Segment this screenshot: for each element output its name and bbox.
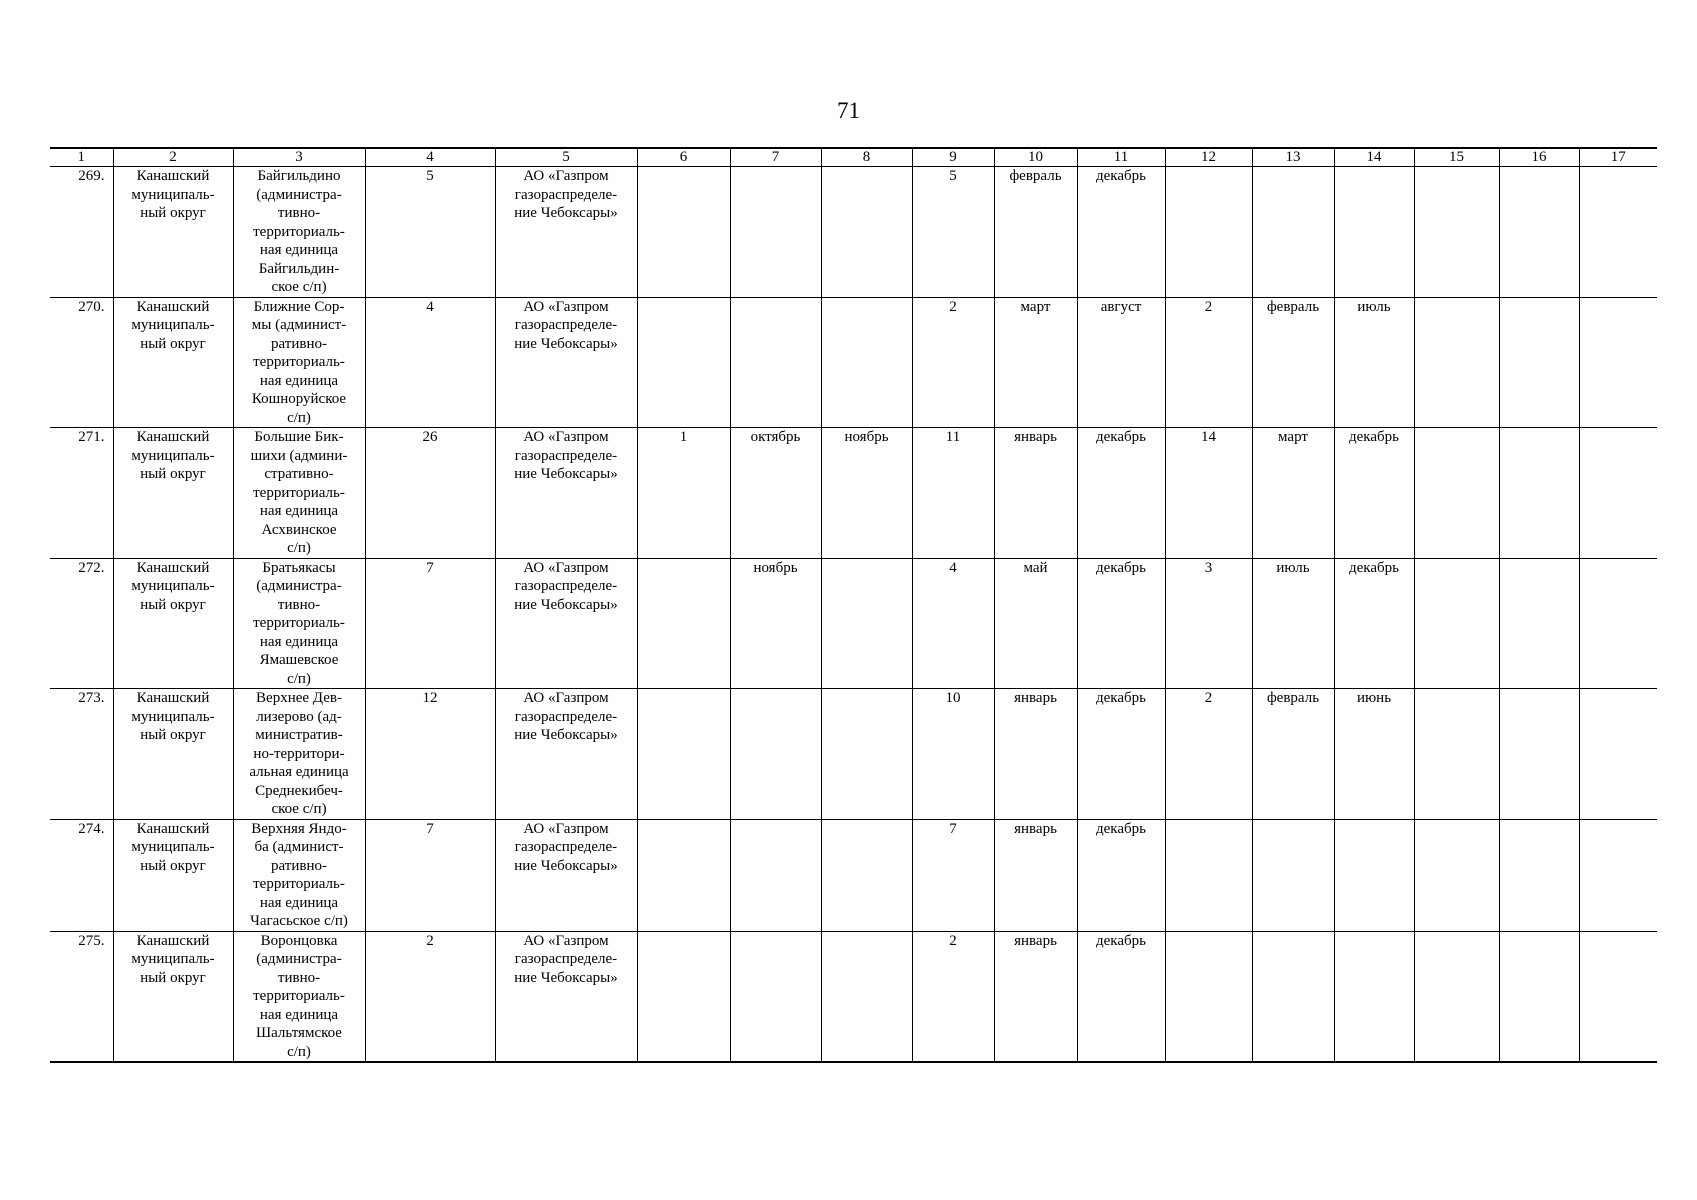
- column-8-cell: [821, 558, 912, 689]
- cell-line: муниципаль-: [131, 951, 215, 967]
- cell-line: ние Чебоксары»: [514, 466, 618, 482]
- cell-line: ный округ: [140, 857, 206, 874]
- cell-line: мы (админист-: [251, 317, 347, 333]
- column-9-cell: 2: [912, 297, 994, 428]
- cell-line: Байгильдин-: [258, 260, 340, 277]
- column-16-cell: [1499, 819, 1579, 931]
- column-13-cell: [1252, 819, 1334, 931]
- column-7-cell: [730, 689, 821, 820]
- district-cell: [113, 558, 233, 689]
- cell-line: ный округ: [140, 969, 206, 986]
- organization-cell: [495, 297, 637, 428]
- cell-line: территориаль-: [253, 354, 345, 370]
- column-15-cell: [1414, 819, 1499, 931]
- cell-line: ная единица: [259, 633, 339, 650]
- column-7-cell: октябрь: [730, 428, 821, 559]
- organization-cell: [495, 931, 637, 1062]
- cell-line: шихи (админи-: [250, 447, 348, 464]
- column-header: 9: [912, 148, 994, 167]
- column-7-cell: [730, 167, 821, 298]
- count-cell: 26: [365, 428, 495, 559]
- column-14-cell: декабрь: [1334, 558, 1414, 689]
- column-13-cell: февраль: [1252, 297, 1334, 428]
- table-row: [50, 297, 1657, 428]
- cell-line: муниципаль-: [131, 708, 215, 725]
- column-12-cell: [1165, 931, 1252, 1062]
- column-6-cell: [637, 297, 730, 428]
- column-11-cell: декабрь: [1077, 689, 1165, 820]
- row-number-cell: 271.: [50, 428, 113, 559]
- cell-line: ние Чебоксары»: [514, 335, 618, 352]
- cell-line: ный округ: [140, 335, 206, 352]
- page-number: 71: [837, 98, 860, 123]
- organization-cell: [495, 167, 637, 298]
- column-7-cell: [730, 297, 821, 428]
- cell-line: АО «Газпром: [523, 298, 609, 315]
- cell-line: (администра-: [256, 578, 342, 594]
- row-number-cell: 270.: [50, 297, 113, 428]
- column-9-cell: 5: [912, 167, 994, 298]
- column-17-cell: [1579, 689, 1657, 820]
- column-8-cell: [821, 931, 912, 1062]
- cell-line: АО «Газпром: [523, 429, 609, 445]
- column-8-cell: [821, 819, 912, 931]
- cell-line: тивно-: [277, 969, 321, 986]
- cell-line: территориаль-: [253, 484, 345, 501]
- column-13-cell: [1252, 167, 1334, 298]
- column-10-cell: май: [994, 558, 1077, 689]
- cell-line: тивно-: [277, 596, 321, 613]
- column-15-cell: [1414, 428, 1499, 559]
- row-number-cell: 274.: [50, 819, 113, 931]
- table-row: [50, 428, 1657, 559]
- column-header: 2: [113, 148, 233, 167]
- column-17-cell: [1579, 428, 1657, 559]
- cell-line: газораспределе-: [514, 951, 618, 967]
- cell-line: территориаль-: [253, 876, 345, 892]
- column-16-cell: [1499, 689, 1579, 820]
- cell-line: ная единица: [259, 503, 339, 519]
- settlement-cell: [233, 819, 365, 931]
- district-cell: [113, 819, 233, 931]
- column-header: 10: [994, 148, 1077, 167]
- column-header: 7: [730, 148, 821, 167]
- count-cell: 7: [365, 819, 495, 931]
- schedule-table: [50, 147, 1657, 1063]
- column-11-cell: август: [1077, 297, 1165, 428]
- column-8-cell: [821, 167, 912, 298]
- cell-line: с/п): [287, 1043, 311, 1060]
- column-12-cell: 2: [1165, 689, 1252, 820]
- column-16-cell: [1499, 931, 1579, 1062]
- column-10-cell: февраль: [994, 167, 1077, 298]
- cell-line: газораспределе-: [514, 186, 618, 203]
- column-10-cell: январь: [994, 689, 1077, 820]
- column-header: 13: [1252, 148, 1334, 167]
- cell-line: Верхняя Яндо-: [251, 820, 347, 837]
- cell-line: тивно-: [277, 205, 321, 221]
- table-body: [50, 148, 1657, 1062]
- cell-line: Воронцовка: [260, 932, 338, 949]
- cell-line: ная единица: [259, 1006, 339, 1023]
- district-cell: [113, 428, 233, 559]
- settlement-cell: [233, 558, 365, 689]
- cell-line: Братьякасы: [262, 559, 336, 576]
- cell-line: Ямашевское: [259, 652, 339, 668]
- count-cell: 4: [365, 297, 495, 428]
- column-11-cell: декабрь: [1077, 819, 1165, 931]
- cell-line: ный округ: [140, 466, 206, 482]
- cell-line: стративно-: [264, 466, 334, 482]
- row-number-cell: 273.: [50, 689, 113, 820]
- column-9-cell: 11: [912, 428, 994, 559]
- row-number-cell: 275.: [50, 931, 113, 1062]
- cell-line: ние Чебоксары»: [514, 596, 618, 613]
- column-6-cell: [637, 167, 730, 298]
- cell-line: муниципаль-: [131, 839, 215, 855]
- table-row: [50, 558, 1657, 689]
- column-9-cell: 2: [912, 931, 994, 1062]
- cell-line: АО «Газпром: [523, 168, 609, 184]
- cell-line: АО «Газпром: [523, 820, 609, 837]
- column-number-row: [50, 148, 1657, 167]
- cell-line: но-территори-: [253, 745, 345, 762]
- district-cell: [113, 689, 233, 820]
- column-15-cell: [1414, 931, 1499, 1062]
- cell-line: с/п): [287, 670, 311, 687]
- cell-line: газораспределе-: [514, 708, 618, 725]
- column-14-cell: декабрь: [1334, 428, 1414, 559]
- column-15-cell: [1414, 167, 1499, 298]
- cell-line: ная единица: [259, 372, 339, 389]
- column-header: 3: [233, 148, 365, 167]
- column-6-cell: [637, 819, 730, 931]
- cell-line: территориаль-: [253, 988, 345, 1004]
- column-17-cell: [1579, 931, 1657, 1062]
- column-header: 5: [495, 148, 637, 167]
- column-10-cell: март: [994, 297, 1077, 428]
- column-6-cell: 1: [637, 428, 730, 559]
- column-17-cell: [1579, 297, 1657, 428]
- cell-line: альная единица: [249, 764, 349, 780]
- cell-line: Кошноруйское: [251, 391, 347, 407]
- column-14-cell: [1334, 819, 1414, 931]
- column-14-cell: июнь: [1334, 689, 1414, 820]
- column-7-cell: [730, 931, 821, 1062]
- table-row: [50, 167, 1657, 298]
- cell-line: (администра-: [256, 951, 342, 967]
- cell-line: газораспределе-: [514, 317, 618, 333]
- column-13-cell: февраль: [1252, 689, 1334, 820]
- organization-cell: [495, 428, 637, 559]
- column-header: 8: [821, 148, 912, 167]
- row-number-cell: 269.: [50, 167, 113, 298]
- column-8-cell: ноябрь: [821, 428, 912, 559]
- cell-line: Канашский: [136, 298, 210, 315]
- cell-line: ративно-: [271, 857, 327, 874]
- cell-line: Среднекибеч-: [255, 782, 343, 799]
- column-14-cell: июль: [1334, 297, 1414, 428]
- cell-line: муниципаль-: [131, 317, 215, 333]
- column-12-cell: 2: [1165, 297, 1252, 428]
- column-9-cell: 7: [912, 819, 994, 931]
- column-13-cell: июль: [1252, 558, 1334, 689]
- column-header: 4: [365, 148, 495, 167]
- count-cell: 7: [365, 558, 495, 689]
- count-cell: 5: [365, 167, 495, 298]
- cell-line: Канашский: [136, 932, 210, 949]
- column-17-cell: [1579, 167, 1657, 298]
- table-row: [50, 931, 1657, 1062]
- cell-line: ние Чебоксары»: [514, 205, 618, 221]
- column-10-cell: январь: [994, 931, 1077, 1062]
- column-6-cell: [637, 558, 730, 689]
- cell-line: Канашский: [136, 820, 210, 837]
- column-8-cell: [821, 297, 912, 428]
- column-header: 15: [1414, 148, 1499, 167]
- settlement-cell: [233, 428, 365, 559]
- settlement-cell: [233, 167, 365, 298]
- column-9-cell: 10: [912, 689, 994, 820]
- column-15-cell: [1414, 297, 1499, 428]
- column-11-cell: декабрь: [1077, 931, 1165, 1062]
- column-header: 1: [50, 148, 113, 167]
- column-16-cell: [1499, 167, 1579, 298]
- cell-line: Асхвинское: [261, 521, 337, 538]
- column-6-cell: [637, 689, 730, 820]
- column-header: 12: [1165, 148, 1252, 167]
- cell-line: Канашский: [136, 429, 210, 445]
- column-13-cell: [1252, 931, 1334, 1062]
- cell-line: Чагасьское с/п): [250, 913, 348, 929]
- column-15-cell: [1414, 558, 1499, 689]
- cell-line: муниципаль-: [131, 578, 215, 594]
- cell-line: Байгильдино: [257, 168, 341, 184]
- cell-line: с/п): [287, 540, 311, 556]
- organization-cell: [495, 689, 637, 820]
- cell-line: Верхнее Дев-: [256, 690, 342, 706]
- cell-line: ние Чебоксары»: [514, 727, 618, 743]
- column-17-cell: [1579, 558, 1657, 689]
- settlement-cell: [233, 931, 365, 1062]
- cell-line: АО «Газпром: [523, 932, 609, 949]
- cell-line: с/п): [287, 409, 311, 426]
- cell-line: газораспределе-: [514, 447, 618, 464]
- column-12-cell: [1165, 819, 1252, 931]
- cell-line: ба (админист-: [254, 839, 344, 855]
- column-header: 14: [1334, 148, 1414, 167]
- cell-line: Шальтямское: [256, 1025, 342, 1041]
- column-7-cell: ноябрь: [730, 558, 821, 689]
- organization-cell: [495, 558, 637, 689]
- cell-line: ный округ: [140, 727, 206, 743]
- column-14-cell: [1334, 931, 1414, 1062]
- cell-line: (администра-: [256, 186, 342, 203]
- column-10-cell: январь: [994, 428, 1077, 559]
- cell-line: ние Чебоксары»: [514, 857, 618, 874]
- cell-line: ная единица: [259, 894, 339, 911]
- cell-line: ское с/п): [271, 801, 327, 817]
- column-11-cell: декабрь: [1077, 558, 1165, 689]
- count-cell: 2: [365, 931, 495, 1062]
- cell-line: ный округ: [140, 205, 206, 221]
- cell-line: Большие Бик-: [254, 429, 344, 445]
- cell-line: АО «Газпром: [523, 559, 609, 576]
- column-16-cell: [1499, 428, 1579, 559]
- table-row: [50, 819, 1657, 931]
- count-cell: 12: [365, 689, 495, 820]
- cell-line: Ближние Сор-: [253, 298, 345, 315]
- column-8-cell: [821, 689, 912, 820]
- cell-line: Канашский: [136, 690, 210, 706]
- column-15-cell: [1414, 689, 1499, 820]
- cell-line: территориаль-: [253, 615, 345, 631]
- cell-line: ративно-: [271, 335, 327, 352]
- cell-line: ние Чебоксары»: [514, 969, 618, 986]
- settlement-cell: [233, 297, 365, 428]
- cell-line: ское с/п): [271, 279, 327, 295]
- column-header: 11: [1077, 148, 1165, 167]
- cell-line: АО «Газпром: [523, 690, 609, 706]
- cell-line: ный округ: [140, 596, 206, 613]
- column-16-cell: [1499, 297, 1579, 428]
- column-9-cell: 4: [912, 558, 994, 689]
- cell-line: газораспределе-: [514, 839, 618, 855]
- cell-line: газораспределе-: [514, 578, 618, 594]
- column-12-cell: 3: [1165, 558, 1252, 689]
- column-6-cell: [637, 931, 730, 1062]
- district-cell: [113, 297, 233, 428]
- table-row: [50, 689, 1657, 820]
- column-17-cell: [1579, 819, 1657, 931]
- column-7-cell: [730, 819, 821, 931]
- column-14-cell: [1334, 167, 1414, 298]
- column-13-cell: март: [1252, 428, 1334, 559]
- district-cell: [113, 931, 233, 1062]
- column-12-cell: [1165, 167, 1252, 298]
- cell-line: Канашский: [136, 559, 210, 576]
- cell-line: ная единица: [259, 242, 339, 258]
- column-12-cell: 14: [1165, 428, 1252, 559]
- cell-line: муниципаль-: [131, 447, 215, 464]
- column-11-cell: декабрь: [1077, 428, 1165, 559]
- cell-line: лизерово (ад-: [256, 708, 342, 725]
- column-header: 17: [1579, 148, 1657, 167]
- column-header: 6: [637, 148, 730, 167]
- row-number-cell: 272.: [50, 558, 113, 689]
- cell-line: министратив-: [255, 727, 343, 743]
- cell-line: муниципаль-: [131, 186, 215, 203]
- organization-cell: [495, 819, 637, 931]
- column-10-cell: январь: [994, 819, 1077, 931]
- column-11-cell: декабрь: [1077, 167, 1165, 298]
- cell-line: Канашский: [136, 168, 210, 184]
- cell-line: территориаль-: [253, 223, 345, 240]
- column-16-cell: [1499, 558, 1579, 689]
- column-header: 16: [1499, 148, 1579, 167]
- district-cell: [113, 167, 233, 298]
- settlement-cell: [233, 689, 365, 820]
